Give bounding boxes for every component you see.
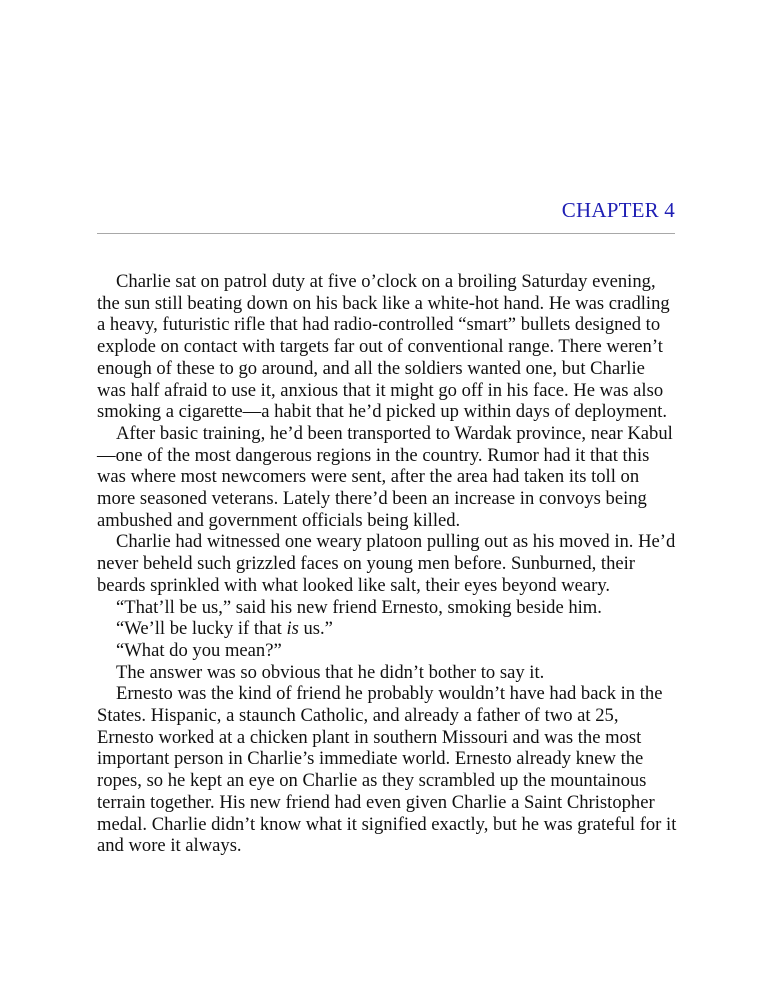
paragraph-5 bbox=[97, 618, 677, 640]
paragraph-1: Charlie sat on patrol duty at five o’clock on a broiling Saturday evening, the sun still beating down on his back like a white-hot hand. He was cradling a heavy, futuristic rifle that had radio-controlled “smart” bullets designed to explode on contact with targets far out of conventional range. There weren’t enough of these to go around, and all the soldiers wanted one, but Charlie was half afraid to use it, anxious that it might go off in his face. He was also smoking a cigarette—a habit that he’d picked up within days of deployment. bbox=[97, 271, 670, 423]
chapter-body bbox=[97, 271, 677, 857]
paragraph-2: After basic training, he’d been transported to Wardak province, near Kabul—one of the most dangerous regions in the country. Rumor had it that this was where most newcomers were sent, after the area had taken its toll on more seasoned veterans. Lately there’d been an increase in convoys being ambushed and government officials being killed. bbox=[97, 422, 673, 531]
chapter-divider bbox=[97, 233, 675, 234]
paragraph-7: The answer was so obvious that he didn’t bother to say it. bbox=[116, 661, 545, 683]
paragraph-4: “That’ll be us,” said his new friend Ernesto, smoking beside him. bbox=[116, 596, 602, 618]
chapter-heading: CHAPTER 4 bbox=[561, 198, 675, 222]
paragraph-5-emphasis: is bbox=[286, 618, 299, 640]
paragraph-3: Charlie had witnessed one weary platoon pulling out as his moved in. He’d never beheld such grizzled faces on young men before. Sunburned, their beards sprinkled with what looked like salt, their eyes beyond weary. bbox=[97, 531, 676, 596]
paragraph-8: Ernesto was the kind of friend he probably wouldn’t have had back in the States. Hispanic, a staunch Catholic, and already a father of two at 25, Ernesto worked at a chicken plant in southern Missouri and was the most important person in Charlie’s immediate world. Ernesto already knew the ropes, so he kept an eye on Charlie as they scrambled up the mountainous terrain together. His new friend had even given Charlie a Saint Christopher medal. Charlie didn’t know what it signified exactly, but he was grateful for it and wore it always. bbox=[97, 683, 677, 857]
paragraph-5-after: us.” bbox=[298, 618, 333, 640]
paragraph-6: “What do you mean?” bbox=[116, 639, 282, 661]
paragraph-5-before: “We’ll be lucky if that bbox=[116, 618, 287, 640]
